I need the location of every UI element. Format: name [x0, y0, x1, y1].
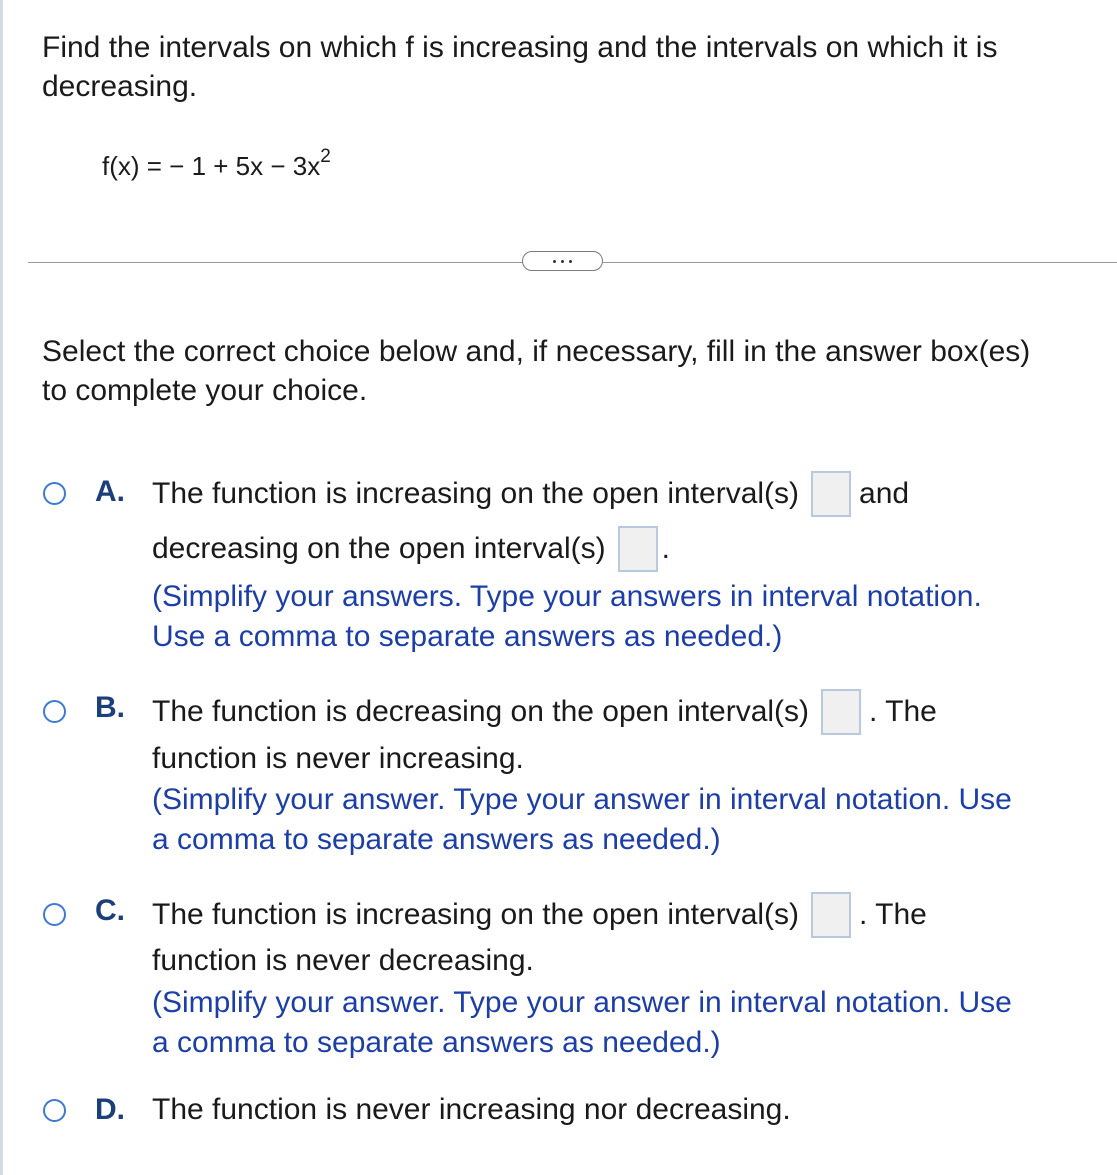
question-line-2: decreasing.	[42, 70, 198, 103]
choice-b-text-1: The function is decreasing on the open interval(s)	[152, 695, 810, 728]
expand-more-button[interactable]	[522, 251, 603, 271]
function-formula	[102, 146, 331, 186]
choice-a-increasing-input[interactable]	[811, 471, 851, 517]
choice-d-line-1: The function is never increasing nor decreasing.	[152, 1093, 791, 1126]
choice-b-letter: B.	[95, 691, 125, 724]
choice-c-line-2: function is never decreasing.	[152, 944, 534, 977]
formula-exponent: 2	[320, 146, 331, 167]
choice-a-hint	[152, 577, 982, 657]
instruction-text	[42, 332, 1117, 410]
choice-c-increasing-input[interactable]	[811, 892, 851, 938]
choice-c-hint	[152, 983, 1012, 1063]
instruction-line-1: Select the correct choice below and, if necessary, fill in the answer box(es)	[42, 335, 1031, 368]
choice-b-hint	[152, 780, 1012, 860]
more-dot-icon	[569, 260, 572, 263]
choice-b-radio[interactable]	[43, 700, 66, 723]
choice-a-text-2: and	[859, 477, 910, 510]
choice-b-text-2: . The	[869, 695, 937, 728]
choice-a-hint-2: Use a comma to separate answers as needed.)	[152, 620, 783, 653]
question-line-1: Find the intervals on which f is increasing and the intervals on which it is	[42, 31, 998, 64]
choice-a-text-4: .	[661, 532, 670, 565]
choice-a-hint-1: (Simplify your answers. Type your answers in interval notation.	[152, 580, 982, 613]
choice-b-line-2: function is never increasing.	[152, 742, 524, 775]
choice-b-line-1	[152, 689, 937, 735]
choice-c-line-1	[152, 892, 927, 938]
choice-a-radio[interactable]	[43, 482, 66, 505]
choice-c-hint-1: (Simplify your answer. Type your answer in interval notation. Use	[152, 986, 1012, 1019]
left-border	[0, 0, 3, 1175]
formula-main: f(x) = − 1 + 5x − 3x	[102, 151, 321, 181]
choice-d-radio[interactable]	[43, 1099, 66, 1122]
choice-b-hint-1: (Simplify your answer. Type your answer in interval notation. Use	[152, 783, 1012, 816]
question-text	[42, 28, 1102, 106]
choice-c-text-1: The function is increasing on the open interval(s)	[152, 898, 800, 931]
choice-c-text-2: . The	[859, 898, 927, 931]
choice-d-letter: D.	[95, 1093, 125, 1126]
choice-a-text-1: The function is increasing on the open interval(s)	[152, 477, 800, 510]
choice-a-text-3: decreasing on the open interval(s)	[152, 532, 606, 565]
instruction-line-2: to complete your choice.	[42, 374, 368, 407]
choice-a-line-2	[152, 526, 670, 572]
choice-b-hint-2: a comma to separate answers as needed.)	[152, 823, 721, 856]
choice-a-decreasing-input[interactable]	[618, 526, 658, 572]
choice-a-letter: A.	[95, 475, 125, 508]
choice-c-hint-2: a comma to separate answers as needed.)	[152, 1026, 721, 1059]
choice-c-radio[interactable]	[43, 903, 66, 926]
choice-a-line-1	[152, 471, 909, 517]
more-dot-icon	[553, 260, 556, 263]
choice-c-letter: C.	[95, 894, 125, 927]
more-dot-icon	[561, 260, 564, 263]
choice-b-decreasing-input[interactable]	[821, 689, 861, 735]
